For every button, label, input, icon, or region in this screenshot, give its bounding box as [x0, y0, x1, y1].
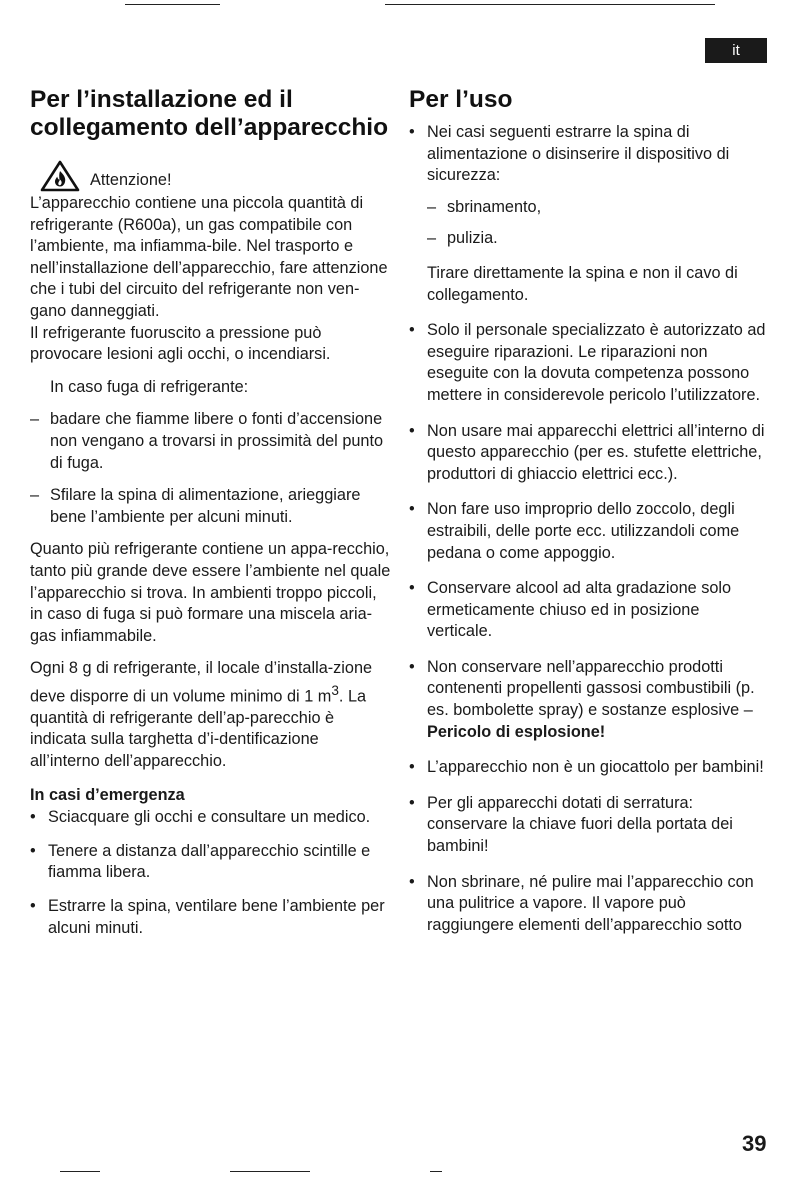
usage-item-intro: Nei casi seguenti estrarre la spina di alimentazione o disinserire il dispositivo di sicurezza: — [427, 123, 730, 185]
warning-label: Attenzione! — [90, 171, 172, 190]
left-column — [30, 86, 392, 939]
leak-item — [30, 409, 392, 474]
usage-item — [409, 122, 769, 306]
top-rule-left — [125, 4, 220, 5]
usage-item — [409, 421, 769, 486]
bullet-marker: • — [409, 123, 415, 141]
volume-paragraph — [30, 658, 392, 772]
usage-list — [409, 122, 769, 936]
explosion-danger-warning: Pericolo di esplosione! — [427, 722, 606, 741]
usage-item — [409, 499, 769, 564]
page-number: 39 — [742, 1131, 767, 1156]
emergency-item-text: Estrarre la spina, ventilare bene l’ambiente per alcuni minuti. — [48, 897, 385, 937]
emergency-item — [30, 841, 392, 884]
bullet-marker: • — [409, 421, 415, 440]
volume-text-a: Ogni 8 g di refrigerante, il locale d’installa-zione deve disporre di un volume minimo di 1 m — [30, 659, 373, 706]
usage-subitem — [427, 197, 769, 219]
bottom-rule-mid — [230, 1171, 310, 1172]
bullet-marker: • — [409, 579, 415, 598]
language-badge: it — [705, 38, 767, 63]
usage-subitem — [427, 228, 769, 250]
bullet-marker: • — [409, 758, 415, 777]
emergency-item — [30, 896, 392, 939]
usage-subitem-text: pulizia. — [447, 229, 498, 248]
dash-marker: – — [30, 410, 40, 429]
usage-item — [409, 757, 769, 779]
usage-item-text: Non fare uso improprio dello zoccolo, degli estraibili, delle porte ecc. utilizzandoli come pedana o come appoggio. — [427, 500, 740, 562]
usage-item — [409, 872, 769, 937]
usage-item — [409, 320, 769, 406]
usage-subitem-text: sbrinamento, — [447, 197, 542, 216]
usage-item-text — [427, 657, 769, 743]
usage-item — [409, 793, 769, 858]
volume-text-b: . La quantità di refrigerante dell’ap-parecchio è indicata sulla targhetta d’i-dentificazione all’interno dell’apparecchio. — [30, 687, 367, 771]
emergency-heading: In casi d’emergenza — [30, 785, 185, 804]
usage-item-plain: Non conservare nell’apparecchio prodotti contenenti propellenti gassosi combustibili (p. es. bombolette spray) e sostanze esplosive – — [427, 657, 755, 720]
usage-item-body — [427, 122, 769, 306]
bullet-marker: • — [409, 793, 415, 812]
room-size-paragraph: Quanto più refrigerante contiene un appa-recchio, tanto più grande deve essere l’ambiente nel quale l’apparecchio si trova. In ambienti troppo piccoli, in caso di fuga si può formare una miscela aria-gas infiammabile. — [30, 540, 391, 645]
emergency-item-text: Tenere a distanza dall’apparecchio scintille e fiamma libera. — [48, 841, 371, 882]
leak-item — [30, 485, 392, 528]
warning-text: L’apparecchio contiene una piccola quantità di refrigerante (R600a), un gas compatibile con l’ambiente, ma infiamma-bile. Nel trasporto e nell’installazione dell’apparecchio, fare attenzione che i tubi del circuito del refrigerante non ven-gano danneggiati. — [30, 194, 388, 320]
dash-marker: – — [30, 486, 40, 505]
usage-heading: Per l’uso — [409, 86, 513, 113]
emergency-item — [30, 807, 392, 829]
usage-item-text: Conservare alcool ad alta gradazione solo ermeticamente chiuso ed in posizione verticale. — [427, 579, 732, 641]
warning-header — [30, 160, 392, 192]
usage-item-note: Tirare direttamente la spina e non il cavo di collegamento. — [427, 263, 738, 304]
emergency-list — [30, 807, 392, 939]
dash-marker: – — [427, 229, 437, 248]
dash-marker: – — [427, 197, 437, 216]
top-rule-right — [385, 4, 715, 5]
flammable-warning-icon — [40, 160, 80, 192]
bullet-marker: • — [30, 897, 36, 916]
right-column — [409, 86, 769, 936]
bullet-marker: • — [409, 500, 415, 519]
bottom-rule-left — [60, 1171, 100, 1172]
bullet-marker: • — [409, 657, 415, 676]
leak-item-text: Sfilare la spina di alimentazione, arieggiare bene l’ambiente per alcuni minuti. — [50, 486, 361, 526]
volume-superscript: 3 — [331, 682, 339, 698]
usage-item-text: Solo il personale specializzato è autorizzato ad eseguire riparazioni. Le riparazioni non eseguite con la dovuta competenza possono mettere in considerevole pericolo l’utilizzatore. — [427, 321, 766, 404]
leak-intro: In caso fuga di refrigerante: — [50, 377, 249, 396]
warning-text-2: Il refrigerante fuoruscito a pressione può provocare lesioni agli occhi, o incendiarsi. — [30, 323, 331, 364]
usage-item-text: Non usare mai apparecchi elettrici all’interno di questo apparecchio (per es. stufette elettriche, produttori di ghiaccio elettrici ecc.). — [427, 421, 765, 483]
bullet-marker: • — [409, 872, 415, 891]
bullet-marker: • — [30, 808, 36, 827]
leak-item-text: badare che fiamme libere o fonti d’accensione non vengano a trovarsi in prossimità del punto di fuga. — [50, 410, 384, 472]
usage-item — [409, 657, 769, 743]
bullet-marker: • — [30, 841, 36, 860]
bottom-rule-right — [430, 1171, 442, 1172]
usage-item-text: L’apparecchio non è un giocattolo per bambini! — [427, 758, 764, 777]
usage-item-text: Non sbrinare, né pulire mai l’apparecchio con una pulitrice a vapore. Il vapore può raggiungere elementi dell’apparecchio sotto — [427, 872, 754, 934]
installation-heading: Per l’installazione ed il collegamento dell’apparecchio — [30, 86, 389, 141]
emergency-item-text: Sciacquare gli occhi e consultare un medico. — [48, 808, 371, 827]
usage-item-text: Per gli apparecchi dotati di serratura: conservare la chiave fuori della portata dei bambini! — [427, 793, 733, 856]
bullet-marker: • — [409, 321, 415, 340]
usage-item — [409, 578, 769, 643]
